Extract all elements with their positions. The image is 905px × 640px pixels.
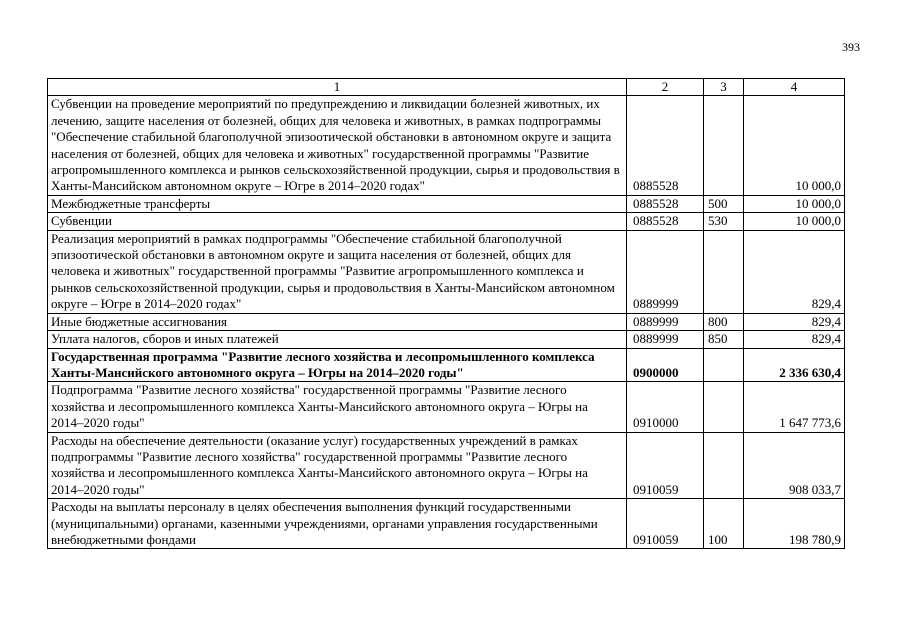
row-description: Реализация мероприятий в рамках подпрограммы "Обеспечение стабильной благополучной эпизоотической обстановки в автономном округе и защита населения от болезней, общих для человека и животных" государственной программы "Развитие агропромышленного комплекса и рынков сельскохозяйственной продукции, сырья и продовольствия в Ханты-Мансийском автономном округе – Югре в 2014–2020 годах" <box>48 230 627 313</box>
row-target-code: 0889999 <box>627 313 704 330</box>
row-amount: 829,4 <box>744 331 845 348</box>
row-expense-type: 800 <box>704 313 744 330</box>
table-row <box>48 313 845 330</box>
row-description: Иные бюджетные ассигнования <box>48 313 627 330</box>
row-amount: 908 033,7 <box>744 432 845 499</box>
table-row <box>48 230 845 313</box>
table-row <box>48 195 845 212</box>
row-amount: 829,4 <box>744 313 845 330</box>
row-target-code: 0885528 <box>627 96 704 195</box>
row-expense-type: 850 <box>704 331 744 348</box>
row-target-code: 0910059 <box>627 432 704 499</box>
row-expense-type <box>704 382 744 432</box>
table-row <box>48 213 845 230</box>
row-description: Субвенции на проведение мероприятий по предупреждению и ликвидации болезней животных, их лечению, защите населения от болезней, общих для человека и животных, в рамках подпрограммы "Обеспечение стабильной благополучной эпизоотической обстановки в автономном округе и защита населения от болезней, общих для человека и животных" государственной программы "Развитие агропромышленного комплекса и рынков сельскохозяйственной продукции, сырья и продовольствия в Ханты-Мансийском автономном округе – Югре в 2014–2020 годах" <box>48 96 627 195</box>
page-number: 393 <box>842 40 860 54</box>
table-header-row <box>48 79 845 96</box>
row-expense-type: 100 <box>704 499 744 549</box>
row-expense-type: 530 <box>704 213 744 230</box>
row-description: Субвенции <box>48 213 627 230</box>
row-amount: 829,4 <box>744 230 845 313</box>
row-description: Уплата налогов, сборов и иных платежей <box>48 331 627 348</box>
row-description: Межбюджетные трансферты <box>48 195 627 212</box>
table-row <box>48 432 845 499</box>
header-col-1: 1 <box>48 79 627 96</box>
row-description: Государственная программа "Развитие лесного хозяйства и лесопромышленного комплекса Ханты-Мансийского автономного округа – Югры на 2014–2020 годы" <box>48 348 627 382</box>
table-row <box>48 382 845 432</box>
row-amount: 1 647 773,6 <box>744 382 845 432</box>
row-expense-type <box>704 348 744 382</box>
row-target-code: 0885528 <box>627 195 704 212</box>
header-col-3: 3 <box>704 79 744 96</box>
budget-table <box>47 78 845 549</box>
row-amount: 10 000,0 <box>744 96 845 195</box>
header-col-2: 2 <box>627 79 704 96</box>
row-target-code: 0910000 <box>627 382 704 432</box>
row-target-code: 0889999 <box>627 230 704 313</box>
header-col-4: 4 <box>744 79 845 96</box>
row-expense-type <box>704 432 744 499</box>
row-description: Расходы на выплаты персоналу в целях обеспечения выполнения функций государственными (муниципальными) органами, казенными учреждениями, органами управления государственными внебюджетными фондами <box>48 499 627 549</box>
row-expense-type: 500 <box>704 195 744 212</box>
row-description: Расходы на обеспечение деятельности (оказание услуг) государственных учреждений в рамках подпрограммы "Развитие лесного хозяйства" государственной программы "Развитие лесного хозяйства и лесопромышленного комплекса Ханты-Мансийского автономного округа – Югры на 2014–2020 годы" <box>48 432 627 499</box>
row-amount: 10 000,0 <box>744 213 845 230</box>
row-expense-type <box>704 230 744 313</box>
row-expense-type <box>704 96 744 195</box>
table-row <box>48 499 845 549</box>
row-target-code: 0910059 <box>627 499 704 549</box>
row-amount: 10 000,0 <box>744 195 845 212</box>
row-target-code: 0900000 <box>627 348 704 382</box>
table-row-program <box>48 348 845 382</box>
row-description: Подпрограмма "Развитие лесного хозяйства" государственной программы "Развитие лесного хозяйства и лесопромышленного комплекса Ханты-Мансийского автономного округа – Югры на 2014–2020 годы" <box>48 382 627 432</box>
table-row <box>48 331 845 348</box>
row-amount: 2 336 630,4 <box>744 348 845 382</box>
table-row <box>48 96 845 195</box>
row-target-code: 0885528 <box>627 213 704 230</box>
row-target-code: 0889999 <box>627 331 704 348</box>
row-amount: 198 780,9 <box>744 499 845 549</box>
